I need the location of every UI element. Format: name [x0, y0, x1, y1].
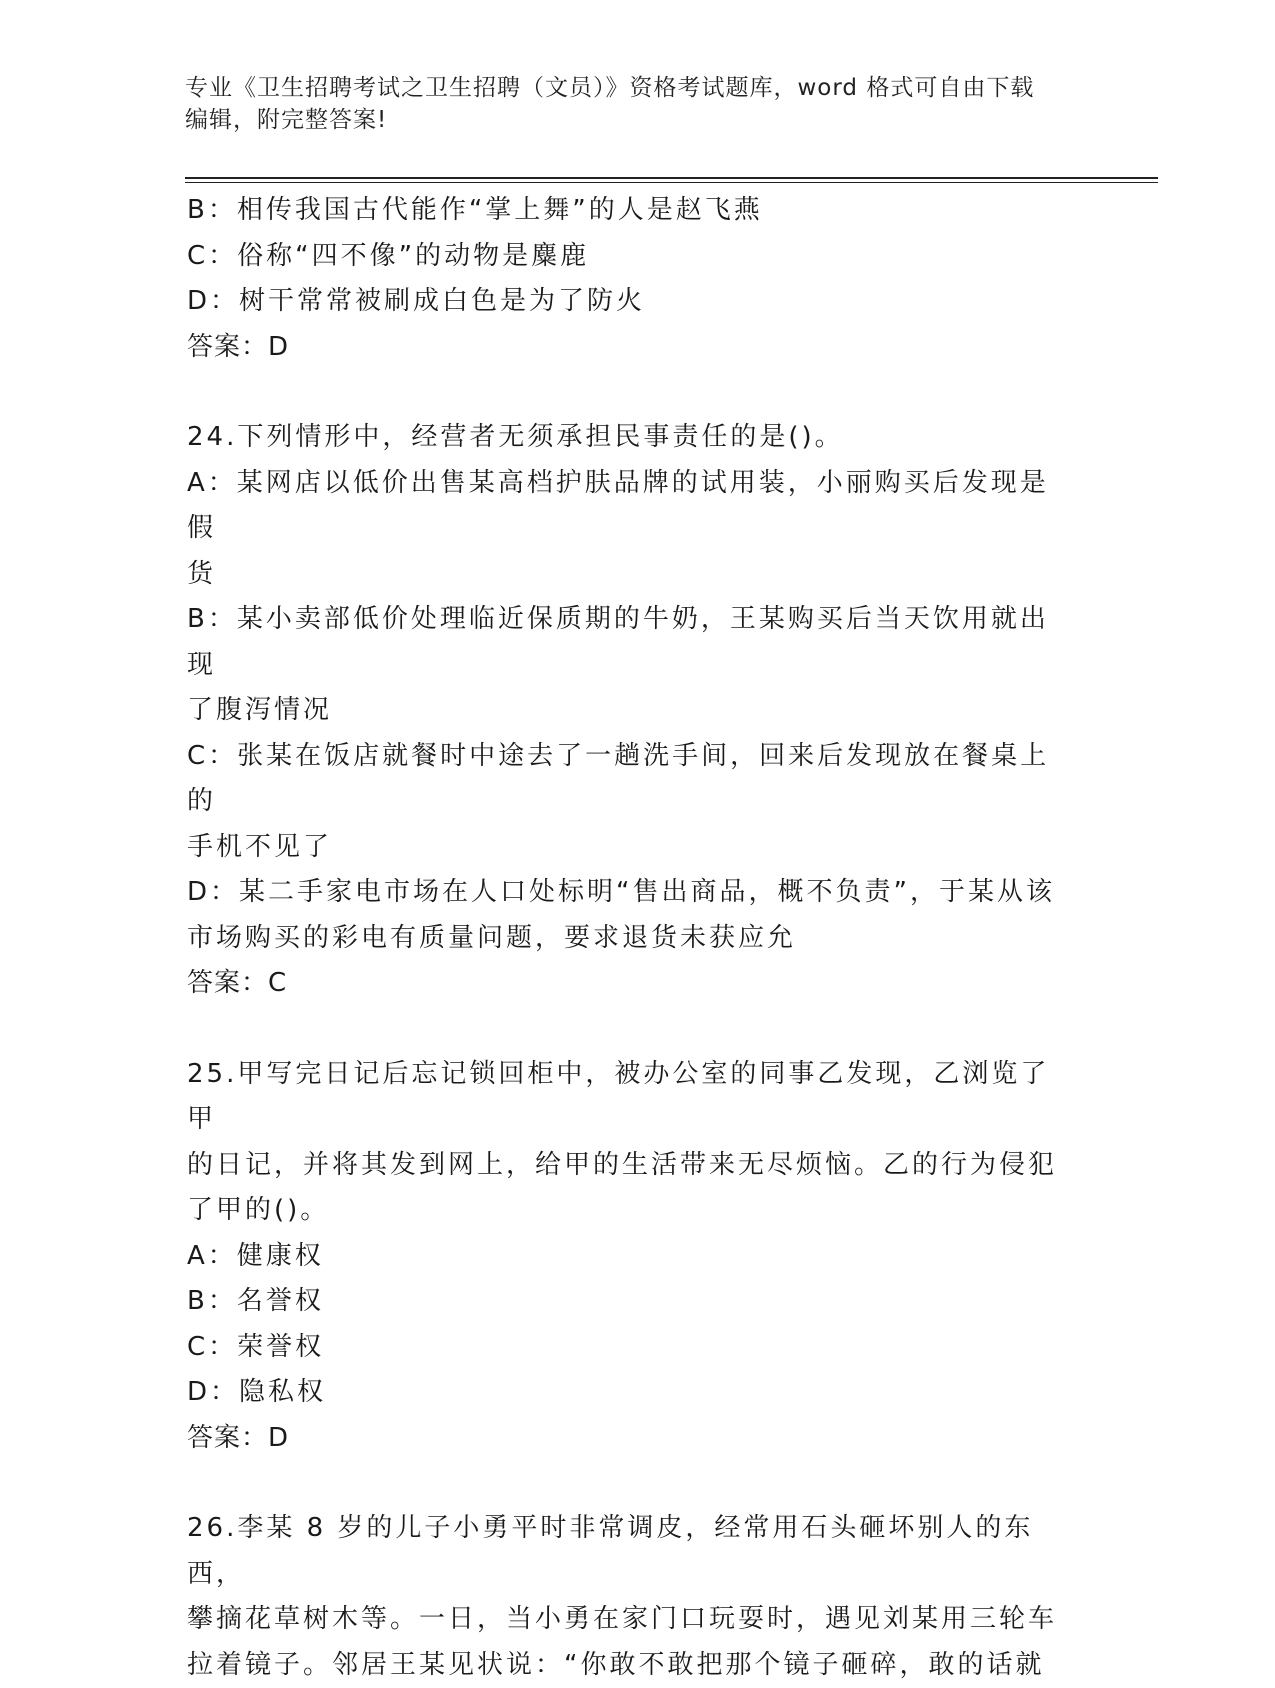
question-23-option-b: B：相传我国古代能作“掌上舞”的人是赵飞燕	[187, 188, 1077, 234]
document-body	[187, 188, 1077, 1688]
question-25-stem-line-1: 25.甲写完日记后忘记锁回柜中，被办公室的同事乙发现，乙浏览了甲	[187, 1052, 1077, 1143]
question-26-stem-line-1: 26.李某 8 岁的儿子小勇平时非常调皮，经常用石头砸坏别人的东西，	[187, 1506, 1077, 1597]
question-24-option-b-line-2: 了腹泻情况	[187, 688, 1077, 734]
question-25-stem-line-2: 的日记，并将其发到网上，给甲的生活带来无尽烦恼。乙的行为侵犯	[187, 1143, 1077, 1189]
question-24-option-b-line-1: B：某小卖部低价处理临近保质期的牛奶，王某购买后当天饮用就出现	[187, 597, 1077, 688]
question-23-option-c: C：俗称“四不像”的动物是麋鹿	[187, 234, 1077, 280]
question-24-option-c-line-1: C：张某在饭店就餐时中途去了一趟洗手间，回来后发现放在餐桌上的	[187, 734, 1077, 825]
question-23-option-d: D：树干常常被刷成白色是为了防火	[187, 279, 1077, 325]
question-24-option-a-line-1: A：某网店以低价出售某高档护肤品牌的试用装，小丽购买后发现是假	[187, 461, 1077, 552]
question-23-answer: 答案：D	[187, 325, 1077, 371]
question-25-option-d: D：隐私权	[187, 1370, 1077, 1416]
question-24-stem: 24.下列情形中，经营者无须承担民事责任的是()。	[187, 415, 1077, 461]
question-24-option-c-line-2: 手机不见了	[187, 825, 1077, 871]
question-25-option-a: A：健康权	[187, 1234, 1077, 1280]
header-line-1: 专业《卫生招聘考试之卫生招聘（文员）》资格考试题库，word 格式可自由下载	[185, 72, 1065, 104]
question-25	[187, 1052, 1077, 1462]
question-24	[187, 415, 1077, 1007]
question-26	[187, 1506, 1077, 1688]
question-23	[187, 188, 1077, 370]
header-rule-thick	[185, 177, 1158, 179]
header-line-2: 编辑，附完整答案!	[185, 104, 1065, 136]
question-26-stem-line-2: 攀摘花草树木等。一日，当小勇在家门口玩耍时，遇见刘某用三轮车	[187, 1597, 1077, 1643]
question-24-option-a-line-2: 货	[187, 552, 1077, 598]
question-24-option-d-line-1: D：某二手家电市场在人口处标明“售出商品，概不负责”，于某从该	[187, 870, 1077, 916]
question-25-answer: 答案：D	[187, 1416, 1077, 1462]
question-25-option-c: C：荣誉权	[187, 1325, 1077, 1371]
question-24-option-d-line-2: 市场购买的彩电有质量问题，要求退货未获应允	[187, 916, 1077, 962]
question-24-answer: 答案：C	[187, 961, 1077, 1007]
question-25-option-b: B：名誉权	[187, 1279, 1077, 1325]
header-rule-thin	[185, 182, 1158, 183]
question-26-stem-line-3: 拉着镜子。邻居王某见状说：“你敢不敢把那个镜子砸碎，敢的话就	[187, 1643, 1077, 1688]
question-25-stem-line-3: 了甲的()。	[187, 1188, 1077, 1234]
document-header	[185, 72, 1065, 136]
